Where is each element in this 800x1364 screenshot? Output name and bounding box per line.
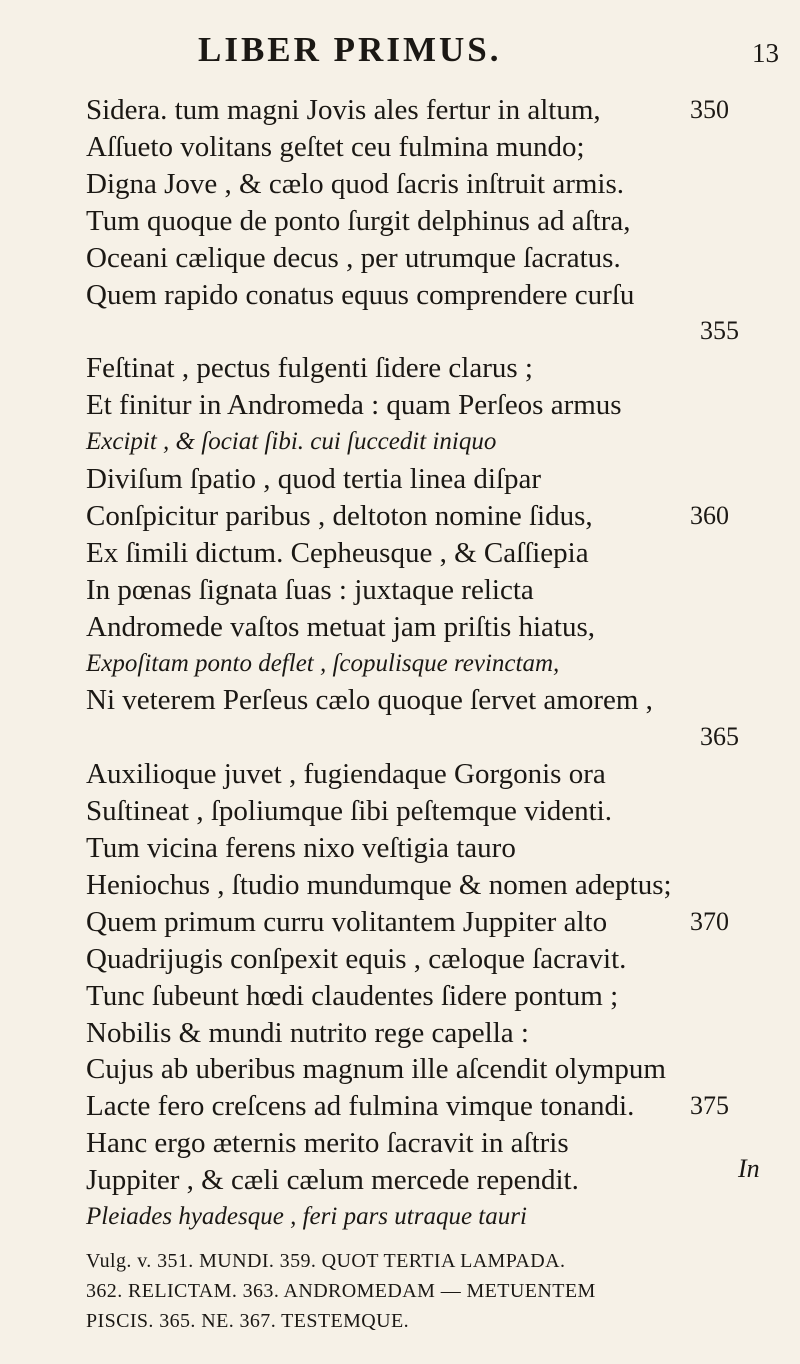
line-number: 375 bbox=[690, 1091, 729, 1120]
verse-line: Hanc ergo æternis merito ſacravit in aſtris bbox=[86, 1127, 569, 1159]
verse-line: Tum vicina ferens nixo veſtigia tauro bbox=[86, 832, 516, 864]
note-line: 362. RELICTAM. 363. ANDROMEDAM — METUENTEM bbox=[86, 1280, 596, 1302]
verse-line: Digna Jove , & cælo quod ſacris inſtruit armis. bbox=[86, 168, 625, 200]
line-number: 370 bbox=[690, 907, 729, 936]
verse-line: Andromede vaſtos metuat jam priſtis hiatus, bbox=[86, 611, 596, 643]
verse-line: Sidera. tum magni Jovis ales fertur in altum, bbox=[86, 94, 601, 126]
verse-line: Quem primum curru volitantem Juppiter alto bbox=[86, 906, 608, 938]
verse-line: Pleiades hyadesque , feri pars utraque tauri bbox=[86, 1203, 527, 1230]
running-head: LIBER PRIMUS. bbox=[198, 30, 502, 69]
verse-line: Expoſitam ponto deflet , ſcopulisque revinctam, bbox=[86, 650, 560, 677]
line-number: 355 bbox=[700, 316, 739, 345]
verse-line: Juppiter , & cæli cælum mercede rependit. bbox=[86, 1164, 579, 1196]
verse-line: Ni veterem Perſeus cælo quoque ſervet amorem , bbox=[86, 684, 653, 716]
note-line: PISCIS. 365. NE. 367. TESTEMQUE. bbox=[86, 1310, 410, 1332]
verse-line: Nobilis & mundi nutrito rege capella : bbox=[86, 1017, 529, 1049]
line-number: 350 bbox=[690, 95, 729, 124]
verse-line: Tum quoque de ponto ſurgit delphinus ad aſtra, bbox=[86, 205, 631, 237]
verse-line: In pœnas ſignata ſuas : juxtaque relicta bbox=[86, 574, 534, 606]
verse-line: Quadrijugis conſpexit equis , cæloque ſacravit. bbox=[86, 943, 627, 975]
verse-line: Auxilioque juvet , fugiendaque Gorgonis ora bbox=[86, 758, 606, 790]
verse-line: Suſtineat , ſpoliumque ſibi peſtemque videnti. bbox=[86, 795, 612, 827]
note-line: Vulg. v. 351. MUNDI. 359. QUOT TERTIA LAMPADA. bbox=[86, 1250, 566, 1272]
verse-line: Heniochus , ſtudio mundumque & nomen adeptus; bbox=[86, 869, 672, 901]
verse-line: Lacte fero creſcens ad fulmina vimque tonandi. bbox=[86, 1090, 635, 1122]
variant-notes bbox=[86, 1246, 596, 1336]
verse-line: Cujus ab uberibus magnum ille aſcendit olympum bbox=[86, 1053, 666, 1085]
verse-line: Tunc ſubeunt hœdi claudentes ſidere pontum ; bbox=[86, 980, 619, 1012]
verse-line: Ex ſimili dictum. Cepheusque , & Caſſiepia bbox=[86, 537, 589, 569]
verse-line: Oceani cælique decus , per utrumque ſacratus. bbox=[86, 242, 621, 274]
line-number: 360 bbox=[690, 501, 729, 530]
page-header bbox=[0, 30, 800, 74]
verse-line: Conſpicitur paribus , deltoton nomine ſidus, bbox=[86, 500, 593, 532]
verse-line: Diviſum ſpatio , quod tertia linea diſpar bbox=[86, 463, 542, 495]
verse-line: Excipit , & ſociat ſibi. cui ſuccedit iniquo bbox=[86, 428, 497, 455]
verse-line: Aſſueto volitans geſtet ceu fulmina mundo; bbox=[86, 131, 585, 163]
verse-line: Et finitur in Andromeda : quam Perſeos armus bbox=[86, 389, 622, 421]
verse-line: Feſtinat , pectus fulgenti ſidere clarus ; bbox=[86, 352, 533, 384]
verse-line: Quem rapido conatus equus comprendere curſu bbox=[86, 279, 635, 311]
line-number: 365 bbox=[700, 722, 739, 751]
catchword: In bbox=[738, 1154, 760, 1183]
page-number: 13 bbox=[752, 38, 779, 68]
